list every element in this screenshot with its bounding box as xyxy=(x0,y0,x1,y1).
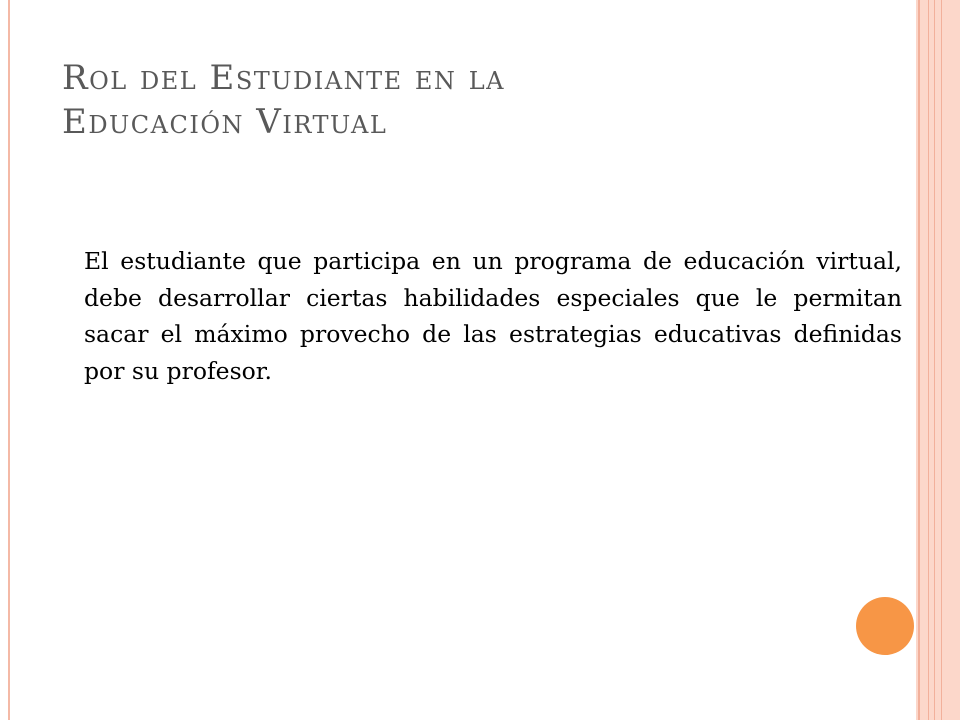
slide-title xyxy=(62,56,882,144)
slide-body-text: El estudiante que participa en un programa de educación virtual, debe desarrollar ciertas habilidades especiales que le permitan sacar el máximo provecho de las estrategias educativas definidas por su profesor. xyxy=(84,247,902,385)
orange-circle-decoration xyxy=(856,597,914,655)
right-decorative-line xyxy=(918,0,920,720)
slide-title-line-1: Rol del Estudiante en la xyxy=(62,58,506,98)
slide-title-line-2: Educación Virtual xyxy=(62,102,388,142)
right-decorative-line xyxy=(928,0,929,720)
right-decorative-line xyxy=(934,0,935,720)
right-decorative-band xyxy=(916,0,960,720)
right-decorative-line xyxy=(941,0,942,720)
left-border-line xyxy=(8,0,10,720)
